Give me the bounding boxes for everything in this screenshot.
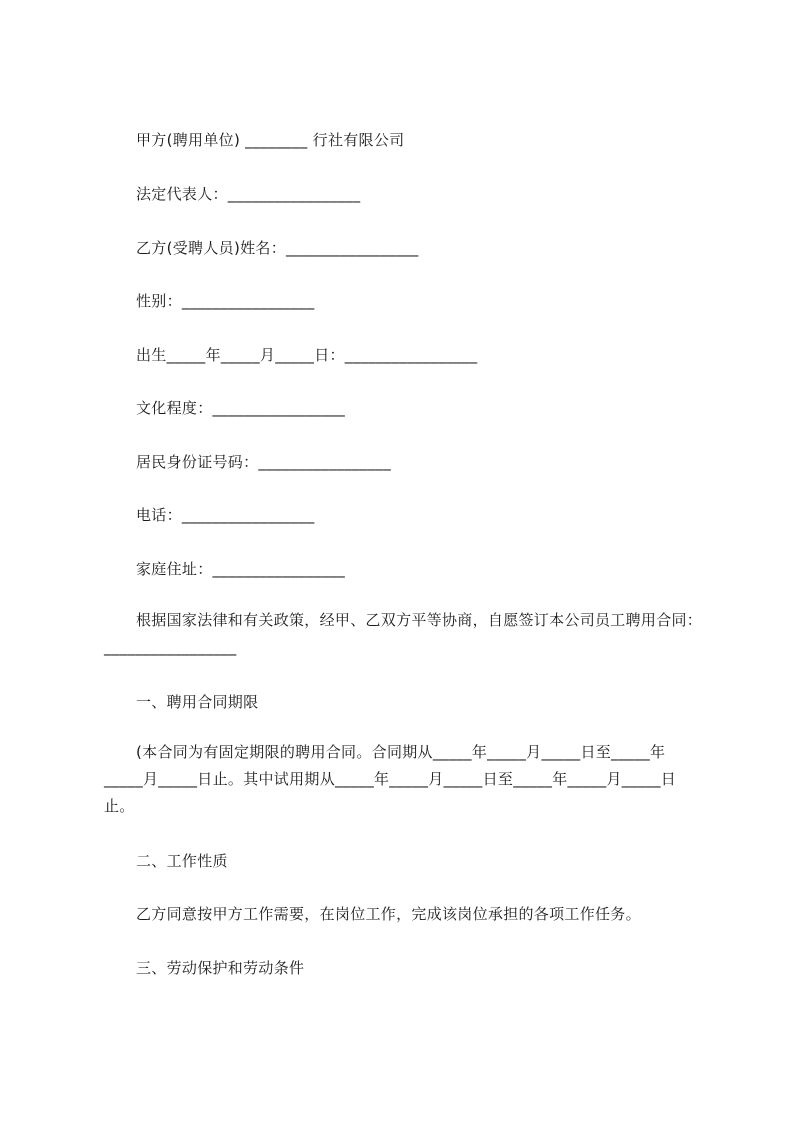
- section-1-paragraph: [104, 739, 704, 820]
- section-1-title: 一、聘用合同期限: [136, 693, 259, 711]
- phone-line: 电话：_________________: [136, 506, 315, 524]
- party-a-line: 甲方(聘用单位) ________ 行社有限公司: [136, 131, 405, 149]
- id-number-line: 居民身份证号码：_________________: [136, 453, 392, 471]
- preamble-text: 根据国家法律和有关政策，经甲、乙双方平等协商，自愿签订本公司员工聘用合同：_________________: [104, 611, 703, 656]
- preamble-paragraph: [104, 607, 704, 661]
- education-line: 文化程度：_________________: [136, 399, 346, 417]
- gender-line: 性别：_________________: [136, 292, 315, 310]
- address-line: 家庭住址：_________________: [136, 560, 346, 578]
- party-b-name-line: 乙方(受聘人员)姓名：_________________: [136, 239, 419, 257]
- section-3-title: 三、劳动保护和劳动条件: [136, 959, 305, 977]
- legal-representative-line: 法定代表人：_________________: [136, 185, 361, 203]
- section-1-text: (本合同为有固定期限的聘用合同。合同期从_____年_____月_____日至_____年_____月_____日止。其中试用期从_____年_____月_____日至_____年_____月_____日止。: [104, 743, 677, 815]
- section-2-text: 乙方同意按甲方工作需要，在岗位工作，完成该岗位承担的各项工作任务。: [136, 905, 641, 923]
- birth-date-line: 出生_____年_____月_____日：_________________: [136, 346, 478, 364]
- section-2-title: 二、工作性质: [136, 852, 228, 870]
